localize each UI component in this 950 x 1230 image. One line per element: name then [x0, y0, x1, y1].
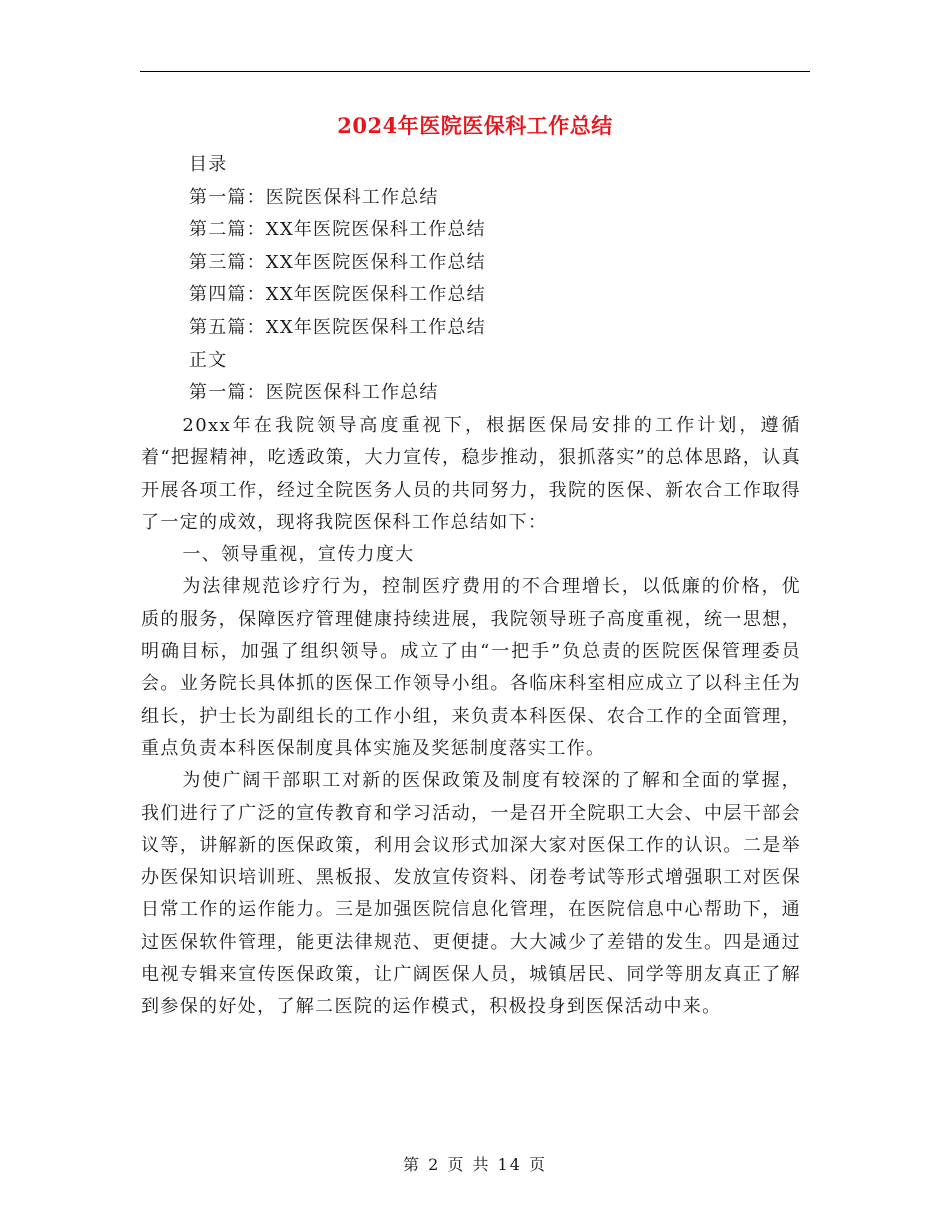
- toc-item: 第三篇：XX年医院医保科工作总结: [189, 251, 486, 273]
- document-title: 2024年医院医保科工作总结: [337, 113, 613, 138]
- toc-item: 第一篇：医院医保科工作总结: [189, 186, 439, 208]
- header-rule: [140, 71, 810, 72]
- page-number: 第 2 页 共 14 页: [403, 1155, 547, 1174]
- toc-heading: 目录: [189, 154, 228, 175]
- article-body: [141, 410, 801, 1024]
- paragraph: 为使广阔干部职工对新的医保政策及制度有较深的了解和全面的掌握，我们进行了广泛的宣传教育和学习活动，一是召开全院职工大会、中层干部会议等，讲解新的医保政策，利用会议形式加深大家对医保工作的认识。二是举办医保知识培训班、黑板报、发放宣传资料、闭卷考试等形式增强职工对医保日常工作的运作能力。三是加强医院信息化管理，在医院信息中心帮助下，通过医保软件管理，能更法律规范、更便捷。大大减少了差错的发生。四是通过电视专辑来宣传医保政策，让广阔医保人员，城镇居民、同学等朋友真正了解到参保的好处，了解二医院的运作模式，积极投身到医保活动中来。: [141, 770, 801, 1018]
- toc-item: 第四篇：XX年医院医保科工作总结: [189, 284, 486, 306]
- paragraph: 为法律规范诊疗行为，控制医疗费用的不合理增长，以低廉的价格，优质的服务，保障医疗管理健康持续进展，我院领导班子高度重视，统一思想，明确目标，加强了组织领导。成立了由“一把手”负总责的医院医保管理委员会。业务院长具体抓的医保工作领导小组。各临床科室相应成立了以科主任为组长，护士长为副组长的工作小组，来负责本科医保、农合工作的全面管理，重点负责本科医保制度具体实施及奖惩制度落实工作。: [141, 576, 801, 759]
- toc-item: 第五篇：XX年医院医保科工作总结: [189, 316, 486, 338]
- section-heading: 一、领导重视，宣传力度大: [182, 544, 415, 566]
- body-heading: 正文: [189, 349, 228, 371]
- paragraph: 20xx年在我院领导高度重视下，根据医保局安排的工作计划，遵循着“把握精神，吃透政策，大力宣传，稳步推动，狠抓落实”的总体思路，认真开展各项工作，经过全院医务人员的共同努力，我院的医保、新农合工作取得了一定的成效，现将我院医保科工作总结如下：: [141, 415, 801, 533]
- article-heading: 第一篇：医院医保科工作总结: [189, 382, 439, 404]
- toc-item: 第二篇：XX年医院医保科工作总结: [189, 219, 486, 241]
- table-of-contents: [189, 149, 809, 410]
